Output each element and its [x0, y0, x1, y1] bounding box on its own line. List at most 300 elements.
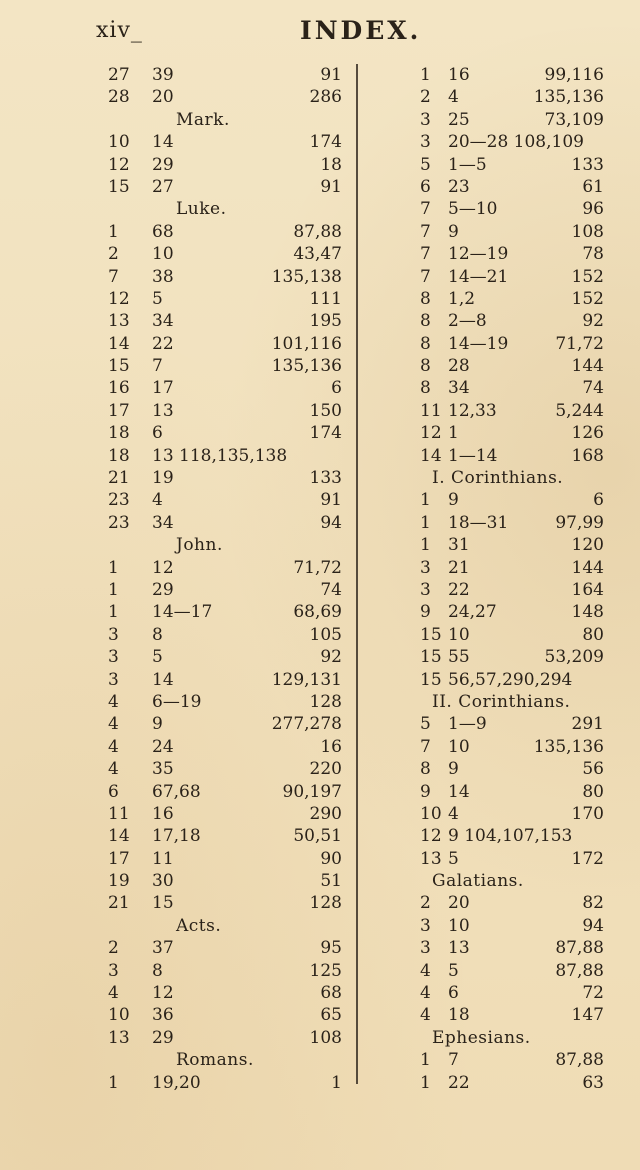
- page-ref-cell: 90,197: [282, 781, 342, 802]
- index-row: [404, 154, 604, 176]
- verse-cell: 13: [152, 400, 174, 421]
- chapter-cell: 28: [108, 87, 130, 108]
- page-ref-cell: 170: [571, 803, 604, 824]
- verse-cell: 6: [152, 423, 163, 444]
- chapter-cell: 16: [108, 378, 130, 399]
- verse-cell: 39: [152, 65, 174, 85]
- chapter-cell: 4: [108, 691, 119, 712]
- page-ref-cell: 56: [582, 759, 604, 780]
- index-row: [404, 579, 604, 601]
- index-row: [100, 154, 342, 176]
- chapter-cell: 13: [420, 848, 442, 869]
- verse-cell: 15: [152, 893, 174, 914]
- book-heading: II. Corinthians.: [432, 691, 571, 712]
- index-row: [404, 937, 604, 959]
- chapter-cell: 23: [108, 512, 130, 533]
- chapter-cell: 6: [420, 176, 431, 197]
- verse-cell: 9 104,107,153: [448, 826, 573, 847]
- book-heading: Luke.: [176, 199, 227, 220]
- index-row: [100, 355, 342, 377]
- verse-cell: 25: [448, 109, 470, 130]
- index-row: [100, 892, 342, 914]
- index-row: [100, 333, 342, 355]
- page-ref-cell: 152: [571, 266, 604, 287]
- verse-cell: 30: [152, 871, 174, 892]
- index-row: [404, 601, 604, 623]
- page-ref-cell: 87,88: [555, 938, 604, 959]
- index-row: [100, 691, 342, 713]
- verse-cell: 10: [448, 736, 470, 757]
- page-ref-cell: 65: [320, 1005, 342, 1026]
- chapter-cell: 7: [420, 736, 431, 757]
- verse-cell: 2—8: [448, 311, 487, 332]
- verse-cell: 19: [152, 468, 174, 489]
- verse-cell: 56,57,290,294: [448, 669, 573, 690]
- chapter-cell: 15: [420, 669, 442, 690]
- page-ref-cell: 16: [320, 736, 342, 757]
- index-row: [404, 982, 604, 1004]
- index-row: [100, 579, 342, 601]
- page-number: xiv_: [96, 18, 143, 43]
- index-row: [404, 758, 604, 780]
- verse-cell: 5: [448, 960, 459, 981]
- running-head: INDEX.: [300, 16, 422, 45]
- page-ref-cell: 135,136: [533, 736, 604, 757]
- index-row: [100, 1027, 342, 1049]
- index-row: [404, 669, 604, 691]
- index-row: [100, 266, 342, 288]
- index-row: [404, 534, 604, 556]
- verse-cell: 20: [152, 87, 174, 108]
- page-ref-cell: 101,116: [271, 333, 342, 354]
- verse-cell: 12: [152, 983, 174, 1004]
- chapter-cell: 21: [108, 468, 130, 489]
- chapter-cell: 4: [108, 736, 119, 757]
- page-ref-cell: 82: [582, 893, 604, 914]
- chapter-cell: 3: [420, 579, 431, 600]
- chapter-cell: 15: [420, 647, 442, 668]
- index-row: [404, 266, 604, 288]
- page-ref-cell: 92: [320, 647, 342, 668]
- verse-cell: 9: [152, 714, 163, 735]
- verse-cell: 34: [152, 311, 174, 332]
- index-row: [404, 1072, 604, 1094]
- verse-cell: 28: [448, 356, 470, 377]
- page-ref-cell: 135,138: [271, 266, 342, 287]
- verse-cell: 24: [152, 736, 174, 757]
- page-ref-cell: 111: [309, 288, 342, 309]
- index-row: [100, 758, 342, 780]
- chapter-cell: 17: [108, 400, 130, 421]
- chapter-cell: 4: [420, 983, 431, 1004]
- index-row: [100, 557, 342, 579]
- verse-cell: 27: [152, 176, 174, 197]
- index-row: [404, 960, 604, 982]
- index-row: [404, 892, 604, 914]
- chapter-cell: 15: [108, 356, 130, 377]
- chapter-cell: 7: [108, 266, 119, 287]
- chapter-cell: 1: [420, 65, 431, 85]
- verse-cell: 29: [152, 579, 174, 600]
- index-row: [404, 310, 604, 332]
- page-ref-cell: 53,209: [544, 647, 604, 668]
- chapter-cell: 2: [108, 938, 119, 959]
- index-row: [100, 467, 342, 489]
- chapter-cell: 2: [420, 893, 431, 914]
- chapter-cell: 17: [108, 848, 130, 869]
- verse-cell: 5: [152, 288, 163, 309]
- verse-cell: 31: [448, 535, 470, 556]
- chapter-cell: 9: [420, 781, 431, 802]
- verse-cell: 18: [448, 1005, 470, 1026]
- page-ref-cell: 128: [309, 893, 342, 914]
- index-row: [404, 86, 604, 108]
- verse-cell: 23: [448, 176, 470, 197]
- index-row: [100, 781, 342, 803]
- index-row: [404, 512, 604, 534]
- verse-cell: 34: [152, 512, 174, 533]
- chapter-cell: 10: [108, 1005, 130, 1026]
- page-ref-cell: 87,88: [555, 960, 604, 981]
- page-ref-cell: 1: [331, 1072, 342, 1093]
- verse-cell: 4: [448, 803, 459, 824]
- chapter-cell: 13: [108, 1027, 130, 1048]
- verse-cell: 1,2: [448, 288, 476, 309]
- verse-cell: 24,27: [448, 602, 497, 623]
- page-ref-cell: 74: [582, 378, 604, 399]
- chapter-cell: 4: [108, 983, 119, 1004]
- index-row: [100, 1004, 342, 1026]
- chapter-cell: 3: [420, 557, 431, 578]
- verse-cell: 14—21: [448, 266, 509, 287]
- chapter-cell: 1: [108, 602, 119, 623]
- index-row: [404, 64, 604, 86]
- chapter-cell: 12: [108, 154, 130, 175]
- column-divider: [356, 64, 358, 1084]
- chapter-cell: 7: [420, 266, 431, 287]
- verse-cell: 68: [152, 221, 174, 242]
- page-ref-cell: 68,69: [293, 602, 342, 623]
- chapter-cell: 7: [420, 244, 431, 265]
- index-row: [100, 1072, 342, 1094]
- verse-cell: 21: [448, 557, 470, 578]
- verse-cell: 11: [152, 848, 174, 869]
- chapter-cell: 4: [108, 759, 119, 780]
- index-row: [404, 825, 604, 847]
- index-row: [404, 624, 604, 646]
- page-ref-cell: 125: [309, 960, 342, 981]
- chapter-cell: 14: [108, 333, 130, 354]
- page-ref-cell: 120: [571, 535, 604, 556]
- book-heading: John.: [176, 535, 223, 556]
- index-row: [404, 781, 604, 803]
- page-ref-cell: 63: [582, 1072, 604, 1093]
- chapter-cell: 7: [420, 221, 431, 242]
- page-ref-cell: 133: [309, 468, 342, 489]
- verse-cell: 20—28 108,109: [448, 132, 584, 153]
- index-row: [100, 288, 342, 310]
- chapter-cell: 3: [108, 960, 119, 981]
- page-ref-cell: 277,278: [271, 714, 342, 735]
- page-ref-cell: 291: [571, 714, 604, 735]
- index-row: [100, 422, 342, 444]
- page-ref-cell: 174: [309, 132, 342, 153]
- page-ref-cell: 148: [571, 602, 604, 623]
- chapter-cell: 12: [420, 423, 442, 444]
- verse-cell: 10: [152, 244, 174, 265]
- chapter-cell: 13: [108, 311, 130, 332]
- index-row: [100, 400, 342, 422]
- page-ref-cell: 108: [571, 221, 604, 242]
- index-row: [404, 176, 604, 198]
- index-row: [100, 176, 342, 198]
- verse-cell: 14—17: [152, 602, 213, 623]
- index-row: [100, 669, 342, 691]
- verse-cell: 5: [152, 647, 163, 668]
- index-row: [404, 355, 604, 377]
- page-ref-cell: 78: [582, 244, 604, 265]
- index-row: [404, 288, 604, 310]
- chapter-cell: 10: [108, 132, 130, 153]
- index-row: [404, 915, 604, 937]
- verse-cell: 5: [448, 848, 459, 869]
- page-ref-cell: 96: [582, 199, 604, 220]
- chapter-cell: 8: [420, 378, 431, 399]
- page-ref-cell: 51: [320, 871, 342, 892]
- verse-cell: 67,68: [152, 781, 201, 802]
- index-row: [404, 713, 604, 735]
- chapter-cell: 1: [420, 1050, 431, 1071]
- chapter-cell: 19: [108, 871, 130, 892]
- index-row: [404, 803, 604, 825]
- index-row: [404, 333, 604, 355]
- verse-cell: 12: [152, 557, 174, 578]
- chapter-cell: 3: [420, 938, 431, 959]
- verse-cell: 4: [448, 87, 459, 108]
- page-ref-cell: 68: [320, 983, 342, 1004]
- index-row: [100, 624, 342, 646]
- verse-cell: 18—31: [448, 512, 509, 533]
- verse-cell: 1: [448, 423, 459, 444]
- page-ref-cell: 73,109: [544, 109, 604, 130]
- verse-cell: 13: [448, 938, 470, 959]
- book-heading: Mark.: [176, 109, 230, 130]
- index-row: [100, 445, 342, 467]
- verse-cell: 9: [448, 490, 459, 511]
- page-ref-cell: 168: [571, 445, 604, 466]
- index-row: [404, 377, 604, 399]
- page-ref-cell: 135,136: [271, 356, 342, 377]
- book-heading: Galatians.: [432, 871, 524, 892]
- verse-cell: 35: [152, 759, 174, 780]
- index-row: [404, 1049, 604, 1071]
- page-ref-cell: 87,88: [293, 221, 342, 242]
- verse-cell: 19,20: [152, 1072, 201, 1093]
- verse-cell: 22: [448, 1072, 470, 1093]
- page-ref-cell: 220: [309, 759, 342, 780]
- chapter-cell: 4: [108, 714, 119, 735]
- chapter-cell: 3: [420, 109, 431, 130]
- index-row: [404, 445, 604, 467]
- page-ref-cell: 43,47: [293, 244, 342, 265]
- verse-cell: 16: [152, 803, 174, 824]
- verse-cell: 14: [448, 781, 470, 802]
- chapter-cell: 3: [108, 669, 119, 690]
- page-ref-cell: 5,244: [555, 400, 604, 421]
- verse-cell: 10: [448, 915, 470, 936]
- verse-cell: 20: [448, 893, 470, 914]
- page-ref-cell: 95: [320, 938, 342, 959]
- chapter-cell: 1: [108, 579, 119, 600]
- chapter-cell: 11: [420, 400, 442, 421]
- chapter-cell: 4: [420, 960, 431, 981]
- verse-cell: 12,33: [448, 400, 497, 421]
- page-ref-cell: 133: [571, 154, 604, 175]
- verse-cell: 29: [152, 154, 174, 175]
- page-ref-cell: 50,51: [293, 826, 342, 847]
- page-ref-cell: 18: [320, 154, 342, 175]
- page-ref-cell: 128: [309, 691, 342, 712]
- page-ref-cell: 129,131: [271, 669, 342, 690]
- index-row: [100, 221, 342, 243]
- index-row: [404, 400, 604, 422]
- verse-cell: 17: [152, 378, 174, 399]
- page-ref-cell: 87,88: [555, 1050, 604, 1071]
- verse-cell: 6—19: [152, 691, 202, 712]
- chapter-cell: 12: [108, 288, 130, 309]
- verse-cell: 29: [152, 1027, 174, 1048]
- index-row: [404, 131, 604, 153]
- index-row: [100, 489, 342, 511]
- index-row: [404, 422, 604, 444]
- chapter-cell: 1: [420, 490, 431, 511]
- page-ref-cell: 94: [582, 915, 604, 936]
- chapter-cell: 12: [420, 826, 442, 847]
- index-row: [404, 1004, 604, 1026]
- chapter-cell: 2: [108, 244, 119, 265]
- chapter-cell: 2: [420, 87, 431, 108]
- verse-cell: 14—19: [448, 333, 509, 354]
- page-ref-cell: 144: [571, 557, 604, 578]
- verse-cell: 9: [448, 759, 459, 780]
- index-row: [404, 221, 604, 243]
- index-row: [100, 713, 342, 735]
- page-ref-cell: 74: [320, 579, 342, 600]
- verse-cell: 6: [448, 983, 459, 1004]
- index-row: [100, 803, 342, 825]
- chapter-cell: 3: [420, 915, 431, 936]
- verse-cell: 1—14: [448, 445, 498, 466]
- chapter-cell: 15: [108, 176, 130, 197]
- index-row: [100, 64, 342, 86]
- page-ref-cell: 135,136: [533, 87, 604, 108]
- index-row: [100, 736, 342, 758]
- page-ref-cell: 91: [320, 490, 342, 511]
- chapter-cell: 8: [420, 356, 431, 377]
- chapter-cell: 8: [420, 759, 431, 780]
- chapter-cell: 4: [420, 1005, 431, 1026]
- chapter-cell: 15: [420, 624, 442, 645]
- page-ref-cell: 195: [309, 311, 342, 332]
- verse-cell: 7: [152, 356, 163, 377]
- chapter-cell: 18: [108, 423, 130, 444]
- verse-cell: 8: [152, 624, 163, 645]
- page-ref-cell: 94: [320, 512, 342, 533]
- page-ref-cell: 152: [571, 288, 604, 309]
- page-ref-cell: 108: [309, 1027, 342, 1048]
- index-row: [100, 377, 342, 399]
- page-ref-cell: 286: [309, 87, 342, 108]
- verse-cell: 7: [448, 1050, 459, 1071]
- chapter-cell: 1: [108, 557, 119, 578]
- page-ref-cell: 90: [320, 848, 342, 869]
- index-row: [100, 131, 342, 153]
- chapter-cell: 1: [108, 221, 119, 242]
- index-row: [100, 310, 342, 332]
- index-row: [404, 198, 604, 220]
- chapter-cell: 18: [108, 445, 130, 466]
- index-row: [100, 825, 342, 847]
- verse-cell: 14: [152, 132, 174, 153]
- index-row: [404, 848, 604, 870]
- page-ref-cell: 290: [309, 803, 342, 824]
- chapter-cell: 3: [108, 624, 119, 645]
- chapter-cell: 11: [108, 803, 130, 824]
- verse-cell: 17,18: [152, 826, 201, 847]
- verse-cell: 8: [152, 960, 163, 981]
- page-ref-cell: 105: [309, 624, 342, 645]
- verse-cell: 22: [152, 333, 174, 354]
- book-heading: I. Corinthians.: [432, 468, 564, 489]
- right-index-column: [404, 64, 604, 1094]
- verse-cell: 1—9: [448, 714, 487, 735]
- chapter-cell: 5: [420, 714, 431, 735]
- index-row: [100, 601, 342, 623]
- page-ref-cell: 172: [571, 848, 604, 869]
- chapter-cell: 14: [108, 826, 130, 847]
- verse-cell: 55: [448, 647, 470, 668]
- index-row: [404, 489, 604, 511]
- chapter-cell: 14: [420, 445, 442, 466]
- page-ref-cell: 6: [593, 490, 604, 511]
- verse-cell: 16: [448, 65, 470, 85]
- page-ref-cell: 97,99: [555, 512, 604, 533]
- chapter-cell: 21: [108, 893, 130, 914]
- page-ref-cell: 6: [331, 378, 342, 399]
- chapter-cell: 8: [420, 333, 431, 354]
- page-ref-cell: 71,72: [293, 557, 342, 578]
- page-ref-cell: 147: [571, 1005, 604, 1026]
- verse-cell: 34: [448, 378, 470, 399]
- verse-cell: 12—19: [448, 244, 509, 265]
- index-row: [100, 848, 342, 870]
- chapter-cell: 23: [108, 490, 130, 511]
- book-heading: Ephesians.: [432, 1027, 531, 1048]
- chapter-cell: 1: [108, 1072, 119, 1093]
- page-ref-cell: 164: [571, 579, 604, 600]
- verse-cell: 10: [448, 624, 470, 645]
- page-ref-cell: 92: [582, 311, 604, 332]
- index-row: [100, 937, 342, 959]
- chapter-cell: 1: [420, 1072, 431, 1093]
- page-ref-cell: 99,116: [544, 65, 604, 85]
- page-ref-cell: 61: [582, 176, 604, 197]
- page-ref-cell: 80: [582, 781, 604, 802]
- verse-cell: 38: [152, 266, 174, 287]
- verse-cell: 1—5: [448, 154, 487, 175]
- verse-cell: 36: [152, 1005, 174, 1026]
- chapter-cell: 1: [420, 535, 431, 556]
